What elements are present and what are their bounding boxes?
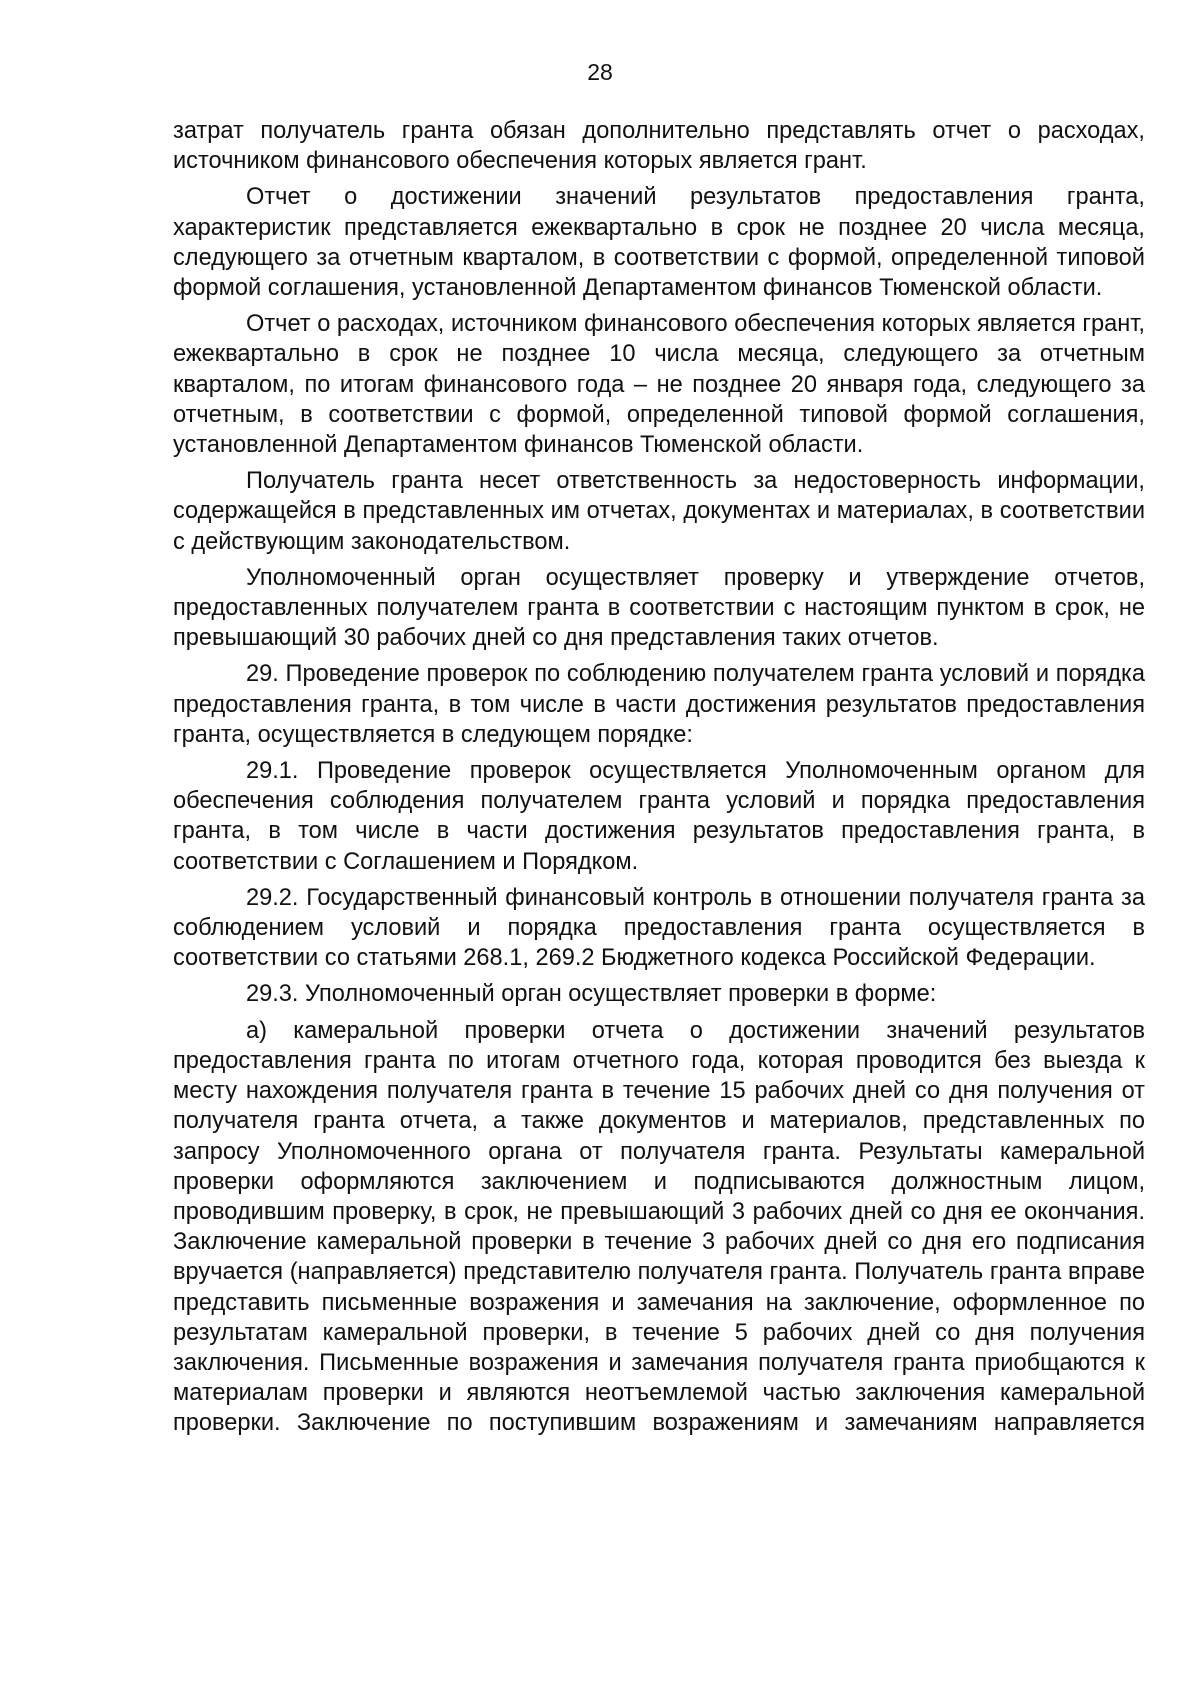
paragraph-responsibility: Получатель гранта несет ответственность за недостоверность информации, содержащейся в представленных им отчетах, документах и материалах, в соответствии с действующим законодательством. (173, 468, 1145, 555)
paragraph-item-29-1: 29.1. Проведение проверок осуществляется Уполномоченным органом для обеспечения соблюдения получателем гранта условий и порядка предоставления гранта, в том числе в части достижения результатов предоставления гранта, в соответствии с Соглашением и Порядком. (173, 758, 1145, 875)
paragraph-item-29: 29. Проведение проверок по соблюдению получателем гранта условий и порядка предоставления гранта, в том числе в части достижения результатов предоставления гранта, осуществляется в следующем порядке: (173, 661, 1145, 748)
document-body (173, 116, 1145, 1439)
page-number: 28 (587, 59, 613, 85)
paragraph-item-a: а) камеральной проверки отчета о достижении значений результатов предоставления гранта по итогам отчетного года, которая проводится без выезда к месту нахождения получателя гранта в течение 15 рабочих дней со дня получения от получателя гранта отчета, а также документов и материалов, представленных по запросу Уполномоченного органа от получателя гранта. Результаты камеральной проверки оформляются заключением и подписываются должностным лицом, проводившим проверку, в срок, не превышающий 3 рабочих дней со дня ее окончания. Заключение камеральной проверки в течение 3 рабочих дней со дня его подписания вручается (направляется) представителю получателя гранта. Получатель гранта вправе представить письменные возражения и замечания на заключение, оформленное по результатам камеральной проверки, в течение 5 рабочих дней со дня получения заключения. Письменные возражения и замечания получателя гранта приобщаются к материалам проверки и являются неотъемлемой частью заключения камеральной проверки. Заключение по поступившим возражениям и замечаниям направляется (173, 1017, 1145, 1437)
paragraph-expenses-report: Отчет о расходах, источником финансового обеспечения которых является грант, ежеквартально в срок не позднее 10 числа месяца, следующего за отчетным кварталом, по итогам финансового года – не позднее 20 января года, следующего за отчетным, в соответствии с формой, определенной типовой формой соглашения, установленной Департаментом финансов Тюменской области. (173, 311, 1145, 459)
paragraph-item-29-3: 29.3. Уполномоченный орган осуществляет проверки в форме: (246, 981, 937, 1008)
paragraph-continuation: затрат получатель гранта обязан дополнительно представлять отчет о расходах, источником финансового обеспечения которых является грант. (173, 118, 1145, 175)
paragraph-results-report: Отчет о достижении значений результатов предоставления гранта, характеристик представляется ежеквартально в срок не позднее 20 числа месяца, следующего за отчетным кварталом, в соответствии с формой, определенной типовой формой соглашения, установленной Департаментом финансов Тюменской области. (173, 184, 1145, 302)
paragraph-report-approval: Уполномоченный орган осуществляет проверку и утверждение отчетов, предоставленных получателем гранта в соответствии с настоящим пунктом в срок, не превышающий 30 рабочих дней со дня представления таких отчетов. (173, 564, 1145, 652)
paragraph-item-29-2: 29.2. Государственный финансовый контроль в отношении получателя гранта за соблюдением условий и порядка предоставления гранта осуществляется в соответствии со статьями 268.1, 269.2 Бюджетного кодекса Российской Федерации. (173, 884, 1145, 972)
